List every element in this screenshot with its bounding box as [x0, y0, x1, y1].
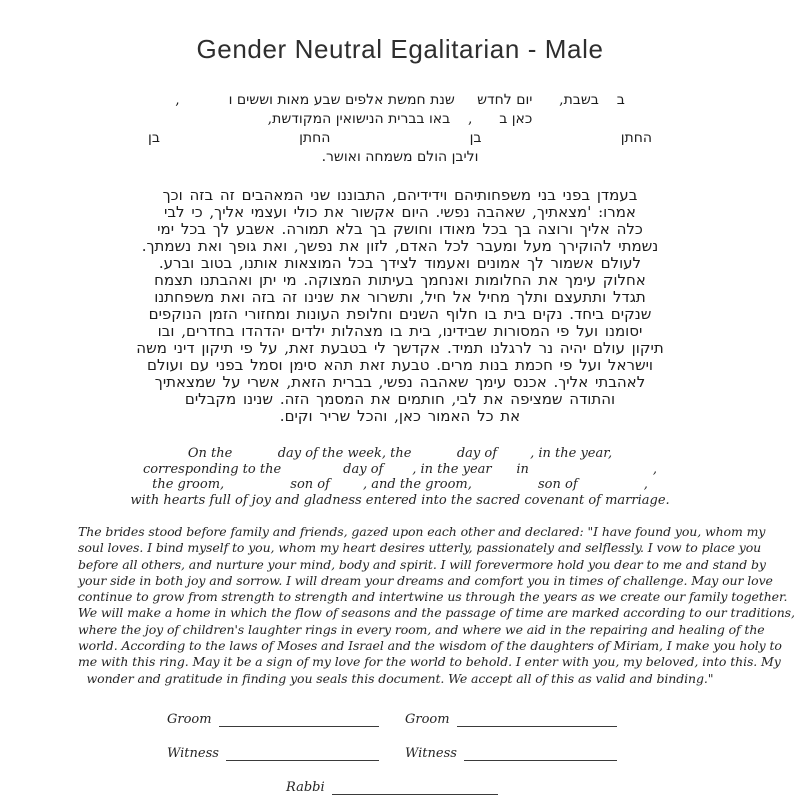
hebrew-text-line: אמרו: 'מצאתיך, שאהבה נפשי. היום אקשור את כולי ועצמי אליך, כי לבי	[164, 203, 636, 221]
english-text-line: me with this ring. May it be a sign of my love for the world to behold. I enter with you, my beloved, into this. My	[78, 654, 781, 670]
english-date-line: corresponding to the day of , in the year in ,	[142, 461, 658, 477]
signature-label: Witness	[167, 745, 219, 761]
signature-blank-line	[332, 782, 498, 795]
signature-blank-line	[464, 748, 617, 761]
english-text-line: world. According to the laws of Moses and Israel and the wisdom of the daughters of Miriam, I make you holy to	[78, 638, 782, 654]
english-text-line: wonder and gratitude in finding you seals this document. We accept all of this as valid and binding."	[86, 670, 714, 686]
signature-blank-line	[226, 748, 379, 761]
hebrew-text-section	[134, 187, 666, 425]
hebrew-text-line: בעמדן בפני בני משפחותיהם וידידיהם, התבוננו שני המאהבים זה בזה וכך	[162, 186, 638, 204]
hebrew-son-of-word: בן	[469, 130, 482, 146]
signature-blank-line	[457, 714, 617, 727]
hebrew-text-line: כלה אליך ורוצה בך בכל מאודו וחושק בך בלא תמורה. אשבע לך בכל ימי	[157, 220, 643, 238]
english-text-line: continue to grow from strength to strength and intertwine us through the years as we create our family together.	[78, 589, 788, 605]
hebrew-date-section	[140, 91, 660, 167]
english-grooms-line: the groom, son of , and the groom, son of ,	[152, 477, 648, 492]
hebrew-text-line: תגדל ותתעצם ותלך מחיל אל חיל, ותשרור את שנינו זה בזה ואת משפחתנו	[154, 288, 646, 306]
hebrew-blessing-line: וליבן הולם משמחה ואושר.	[321, 149, 479, 165]
witness-1-signature	[167, 746, 379, 761]
hebrew-text-line: יסומנו ועל פי המסורות שבידינו, בית בו מצהלות ילדים יהדהדו בחדרים, ובו	[157, 322, 643, 340]
hebrew-text-line: שנקים ביחד. נקים בית בו חלוף השנים וחלופת העונות ומחזורי הזמן הנוקפים	[148, 305, 652, 323]
witness-2-signature	[405, 746, 617, 761]
witness-signature-row	[0, 746, 792, 761]
english-text-line: your side in both joy and sorrow. I will dream your dreams and comfort you in times of challenge. May our love	[78, 572, 773, 588]
hebrew-text-line: את כל האמור כאן, והכל שריר וקים.	[279, 407, 521, 425]
english-text-line: before all others, and nurture your mind, body and spirit. I will forevermore hold you dear to me and stand by	[78, 556, 766, 572]
signature-label: Witness	[405, 745, 457, 761]
groom-1-signature	[167, 712, 379, 727]
english-text-section	[78, 524, 795, 687]
english-text-line: We will make a home in which the flow of seasons and the passage of time are marked according to our traditions,	[78, 605, 795, 621]
page-title: Gender Neutral Egalitarian - Male	[196, 34, 604, 64]
hebrew-groom-word: החתן	[299, 130, 331, 146]
english-text-line: The brides stood before family and friends, gazed upon each other and declared: "I have found you, whom my	[78, 524, 766, 539]
hebrew-son-of-word: בן	[148, 130, 160, 146]
english-covenant-line: with hearts full of joy and gladness entered into the sacred covenant of marriage.	[130, 492, 670, 508]
hebrew-text-line: לעולם אשמור לך אמונים ואעמוד לצידך בכל המוצאות אותנו, בטוב וברע.	[158, 254, 642, 272]
english-text-line: where the joy of children's laughter rings in every room, and where we aid in the repairing and healing of the	[78, 621, 765, 637]
hebrew-groom-word: החתן	[620, 130, 652, 146]
hebrew-date-line: ב בשבת, יום לחדש שנת חמשת אלפים שבע מאות וששים ו ,	[175, 92, 625, 108]
hebrew-grooms-names-line	[140, 129, 660, 148]
groom-2-signature	[405, 712, 617, 727]
rabbi-signature	[286, 780, 498, 795]
groom-signature-row	[0, 712, 792, 727]
english-date-section	[0, 446, 800, 508]
signature-blank-line	[219, 714, 379, 727]
english-text-line: soul loves. I bind myself to you, whom my heart desires utterly, passionately and selflessly. I vow to place you	[78, 540, 762, 556]
signature-section	[0, 712, 800, 795]
hebrew-text-line: אחלוק עימך את החלומות ואנחמך בעיתות המצוקה. מי יתן ואהבתנו תצמח	[154, 271, 646, 289]
hebrew-text-line: והתודה שמציפה את לבי, חותמים את המסמך הזה. שנינו מקבלים	[184, 390, 616, 408]
hebrew-place-line: כאן ב , באו בברית הנישואין המקודשת,	[267, 111, 533, 127]
hebrew-text-line: לאהבתי אליך. אכנס עימך שאהבה נפשי, בברית הזאת, אשרי על שמצאתיך	[154, 373, 646, 391]
rabbi-signature-row	[0, 780, 792, 795]
signature-label: Rabbi	[286, 779, 325, 795]
hebrew-text-line: תיקון עולם יהיה נר לרגלנו תמיד. אקדשך לי בטבעת זאת, על פי תיקון דיני משה	[136, 339, 664, 357]
signature-label: Groom	[167, 711, 212, 727]
english-date-line: On the day of the week, the day of , in the year,	[187, 446, 613, 461]
signature-label: Groom	[405, 711, 450, 727]
hebrew-text-line: נשמתי להוקירך מעל ומעבר לכל האדם, לזון את נפשך, ואת גופך ואת נשמתך.	[141, 237, 659, 255]
hebrew-text-line: וישראל ועל פי חכמת בנות מרים. טבעת זאת תהא סימן וסמל בפני עם ועולם	[146, 356, 654, 374]
